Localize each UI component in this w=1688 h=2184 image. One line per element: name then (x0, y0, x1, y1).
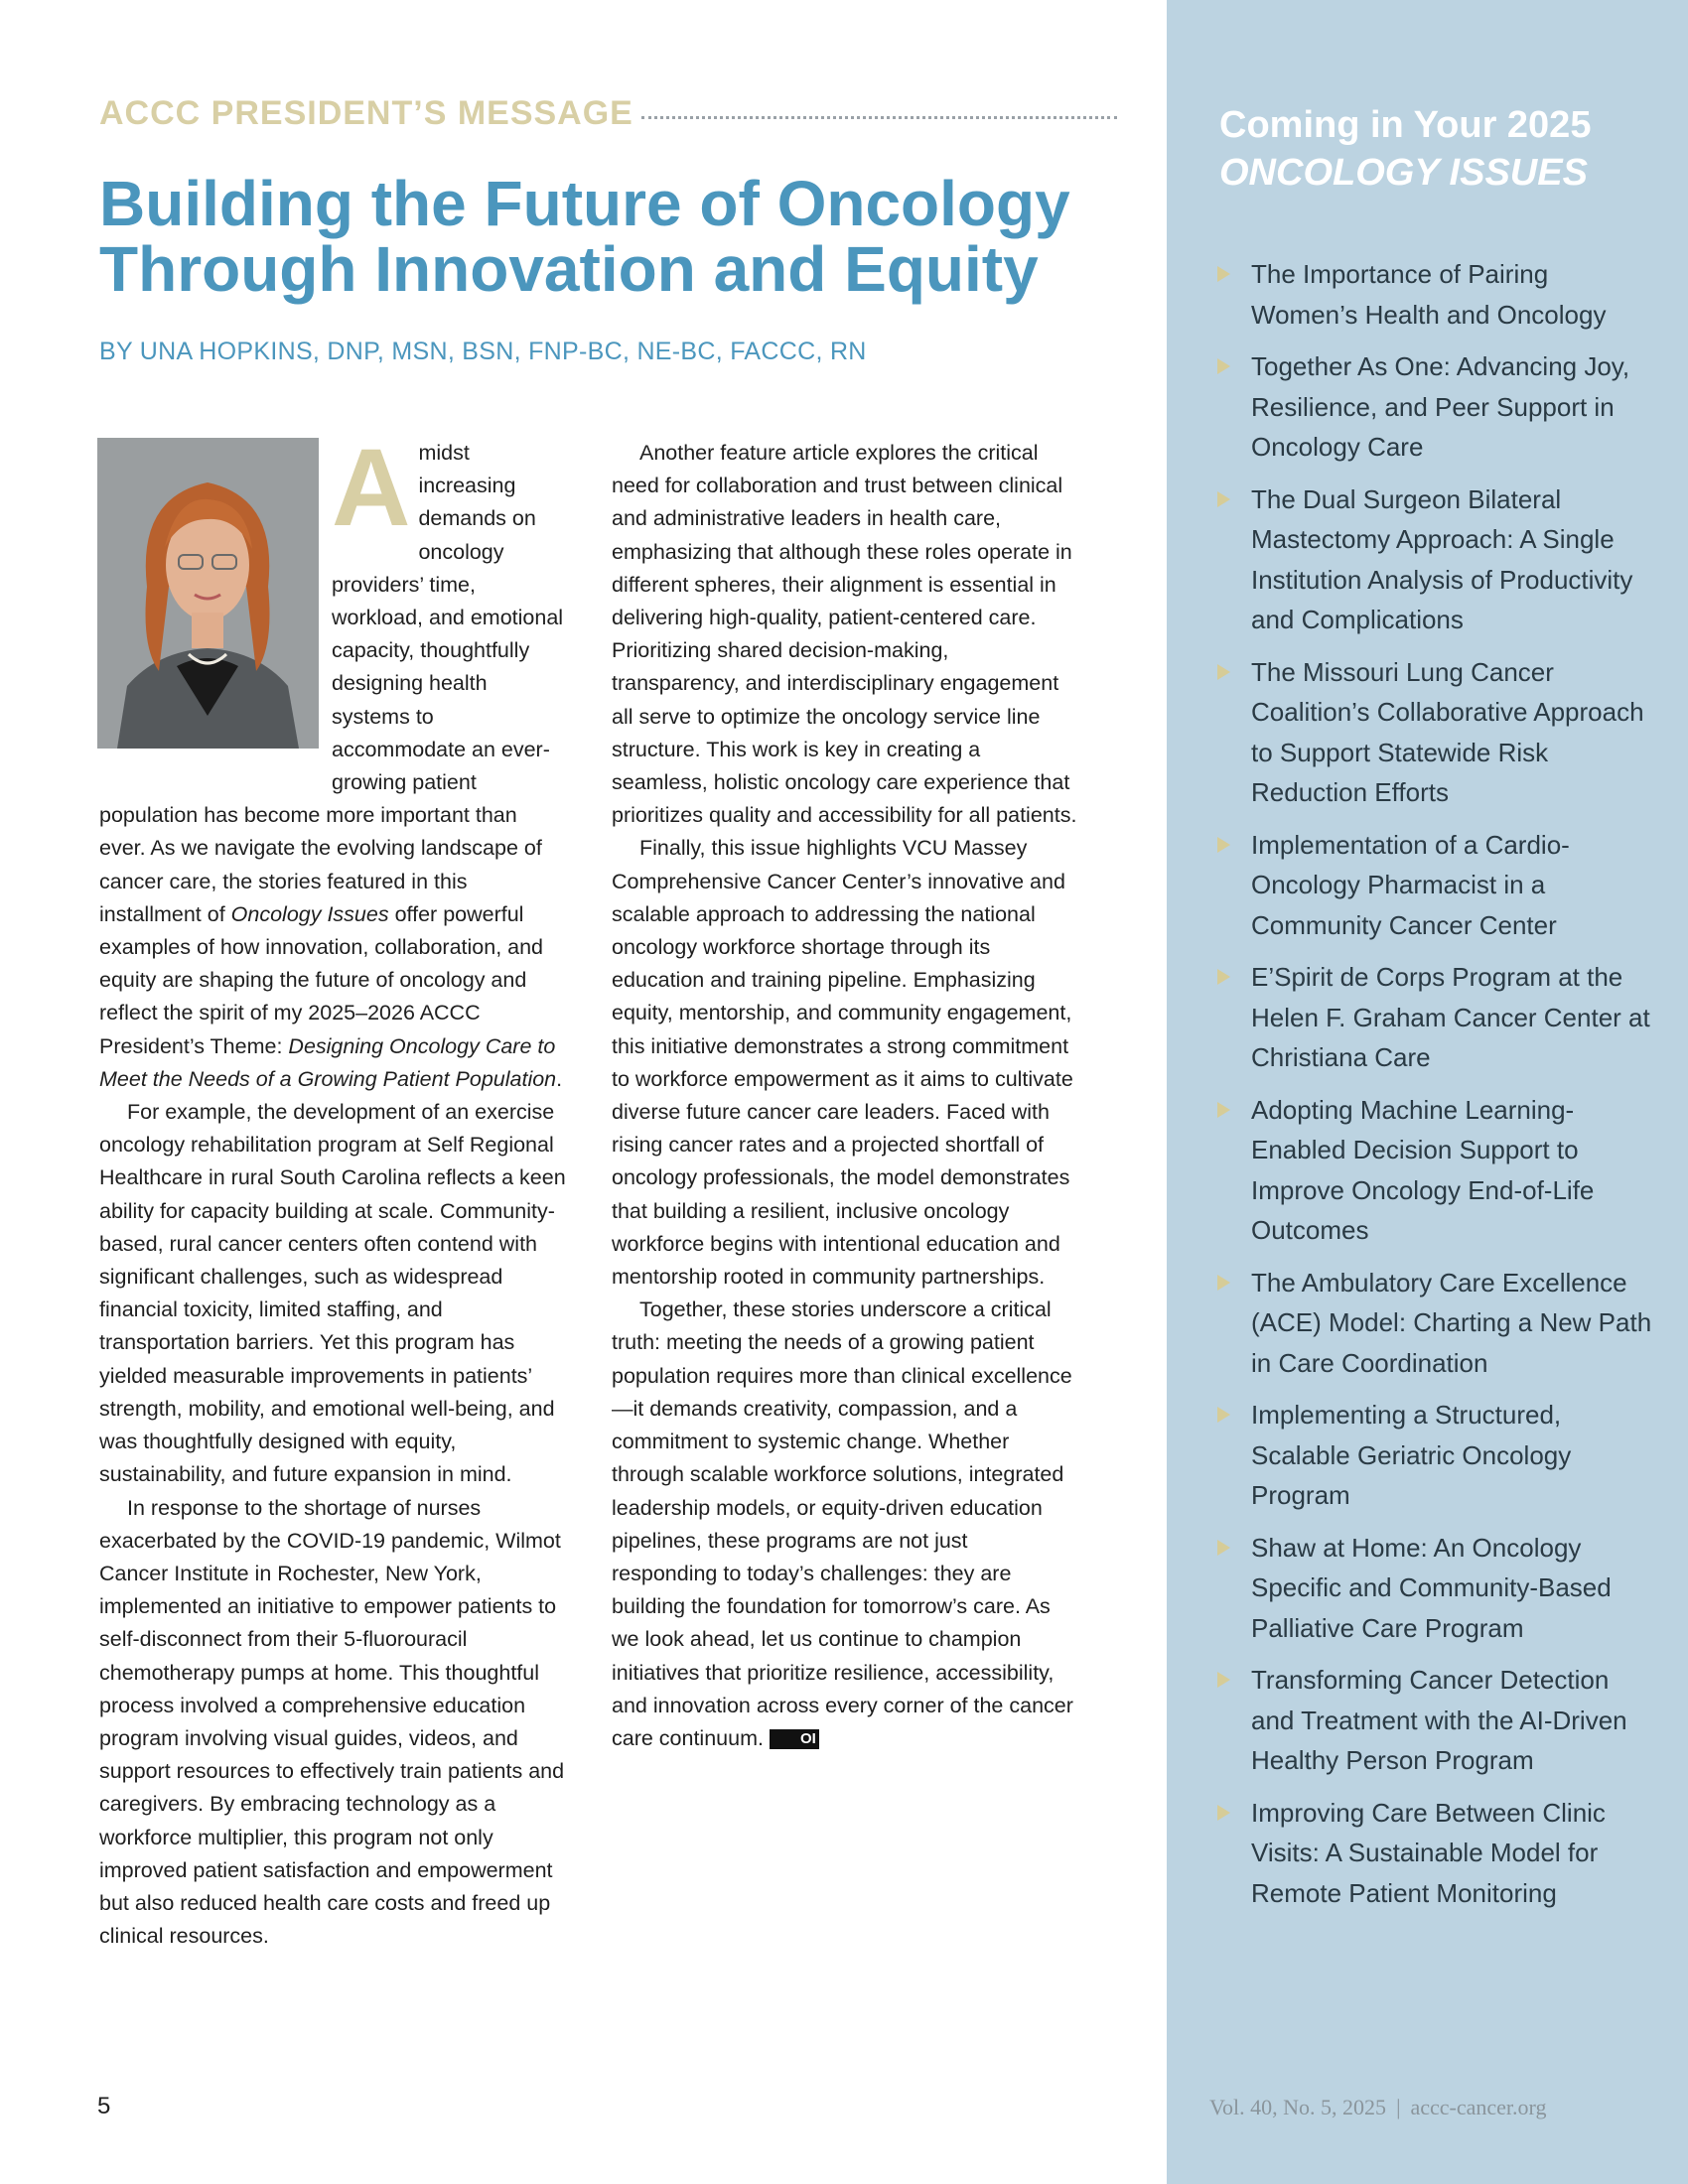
paragraph-workforce: Finally, this issue highlights VCU Massey Comprehensive Cancer Center’s innovative and scalable approach to addressing the national oncology workforce shortage through its education and training pipeline. Emphasizing equity, mentorship, and community engagement, this initiative demonstrates a strong commitment to workforce empowerment as it aims to cultivate diverse future cancer care leaders. Faced with rising cancer rates and a projected shortfall of oncology professionals, the model demonstrates that building a resilient, inclusive oncology workforce begins with intentional education and mentorship rooted in community partnerships. (612, 836, 1073, 1290)
list-item-text: The Missouri Lung Cancer Coalition’s Collaborative Approach to Support Statewide Risk Reduction Efforts (1251, 656, 1644, 807)
list-item (1215, 825, 1652, 946)
article-column-right (612, 437, 1078, 1755)
list-item (1215, 254, 1652, 335)
end-mark-icon: OI (770, 1729, 819, 1749)
list-item-text: The Ambulatory Care Excellence (ACE) Model: Charting a New Path in Care Coordination (1251, 1267, 1652, 1378)
issue-info: Vol. 40, No. 5, 2025 (1209, 2095, 1387, 2119)
sidebar-title (1219, 101, 1656, 197)
triangle-bullet-icon (1217, 1805, 1230, 1821)
page-footer (1209, 2095, 1546, 2120)
list-item-text: Implementing a Structured, Scalable Geriatric Oncology Program (1251, 1400, 1572, 1510)
paragraph-intro-text-b: offer powerful examples of how innovation, collaboration, and equity are shaping the future of oncology and reflect the spirit of my 2025–2026 ACCC President’s Theme: (99, 901, 544, 1058)
article-column-left (99, 427, 566, 1953)
list-item (1215, 1263, 1652, 1384)
list-item-text: Transforming Cancer Detection and Treatment with the AI-Driven Healthy Person Program (1251, 1665, 1627, 1775)
triangle-bullet-icon (1217, 1672, 1230, 1688)
list-item-text: The Importance of Pairing Women’s Health and Oncology (1251, 259, 1607, 330)
list-item-text: Shaw at Home: An Oncology Specific and Community-Based Palliative Care Program (1251, 1532, 1612, 1643)
list-item-text: Implementation of a Cardio-Oncology Pharmacist in a Community Cancer Center (1251, 829, 1570, 940)
list-item (1215, 1660, 1652, 1781)
website-link[interactable]: accc-cancer.org (1410, 2095, 1547, 2119)
triangle-bullet-icon (1217, 1275, 1230, 1291)
article-title: Building the Future of Oncology Through Innovation and Equity (99, 168, 1070, 305)
dotted-rule (641, 116, 1117, 119)
kicker-label: ACCC PRESIDENT’S MESSAGE (99, 93, 633, 132)
drop-cap: A (332, 427, 411, 549)
section-kicker (99, 91, 1117, 135)
sidebar-title-line1: Coming in Your 2025 (1219, 104, 1592, 146)
list-item (1215, 1090, 1652, 1251)
upcoming-articles-list (1215, 254, 1652, 1925)
photo-wrap-spacer (99, 437, 320, 771)
publication-name: Oncology Issues (230, 901, 389, 926)
paragraph-intro-text-a: midst increasing demands on oncology providers’ time, workload, and emotional capacity, thoughtfully designing health systems to accommodate an ever-growing patient population has become more important than ever. As we navigate the evolving landscape of cancer care, the stories featured in this installment of (99, 441, 564, 926)
triangle-bullet-icon (1217, 664, 1230, 680)
list-item (1215, 1793, 1652, 1914)
list-item-text: Adopting Machine Learning-Enabled Decision Support to Improve Oncology End-of-Life Outcomes (1251, 1094, 1595, 1245)
list-item (1215, 1395, 1652, 1516)
triangle-bullet-icon (1217, 358, 1230, 374)
president-theme: Designing Oncology Care to Meet the Needs of a Growing Patient Population (99, 1033, 557, 1091)
list-item (1215, 957, 1652, 1078)
list-item (1215, 479, 1652, 640)
list-item (1215, 346, 1652, 468)
list-item-text: The Dual Surgeon Bilateral Mastectomy Approach: A Single Institution Analysis of Productivity and Complications (1251, 483, 1633, 634)
triangle-bullet-icon (1217, 837, 1230, 853)
footer-separator: | (1396, 2095, 1401, 2119)
list-item-text: E’Spirit de Corps Program at the Helen F. Graham Cancer Center at Christiana Care (1251, 962, 1650, 1072)
paragraph-exercise-program: For example, the development of an exercise oncology rehabilitation program at Self Regional Healthcare in rural South Carolina reflects a keen ability for capacity building at scale. Community-based, rural cancer centers often contend with significant challenges, such as widespread financial toxicity, limited staffing, and transportation barriers. Yet this program has yielded measurable improvements in patients’ strength, mobility, and emotional well-being, and was thoughtfully designed with equity, sustainability, and future expansion in mind. (99, 1100, 566, 1487)
triangle-bullet-icon (1217, 969, 1230, 985)
list-item-text: Together As One: Advancing Joy, Resilience, and Peer Support in Oncology Care (1251, 351, 1630, 462)
paragraph-leadership: Another feature article explores the critical need for collaboration and trust between clinical and administrative leaders in health care, emphasizing that although these roles operate in different spheres, their alignment is essential in delivering high-quality, patient-centered care. Prioritizing shared decision-making, transparency, and interdisciplinary engagement all serve to optimize the oncology service line structure. This work is key in creating a seamless, holistic oncology care experience that prioritizes quality and accessibility for all patients. (612, 441, 1077, 828)
paragraph-conclusion-text: Together, these stories underscore a critical truth: meeting the needs of a growing patient population requires more than clinical excellence—it demands creativity, compassion, and a commitment to systemic change. Whether through scalable workforce solutions, integrated leadership models, or equity-driven education pipelines, these programs are not just responding to today’s challenges: they are building the foundation for tomorrow’s care. As we look ahead, let us continue to champion initiatives that prioritize resilience, accessibility, and innovation across every corner of the cancer care continuum. (612, 1297, 1073, 1750)
page-number: 5 (97, 2093, 111, 2119)
triangle-bullet-icon (1217, 1407, 1230, 1423)
triangle-bullet-icon (1217, 266, 1230, 282)
list-item (1215, 1528, 1652, 1649)
byline: BY UNA HOPKINS, DNP, MSN, BSN, FNP-BC, NE-BC, FACCC, RN (99, 338, 867, 365)
triangle-bullet-icon (1217, 1540, 1230, 1556)
list-item (1215, 652, 1652, 813)
paragraph-intro-text-c: . (556, 1066, 563, 1091)
sidebar-title-line2: ONCOLOGY ISSUES (1219, 152, 1588, 194)
list-item-text: Improving Care Between Clinic Visits: A Sustainable Model for Remote Patient Monitoring (1251, 1797, 1606, 1908)
paragraph-nurse-shortage: In response to the shortage of nurses exacerbated by the COVID-19 pandemic, Wilmot Cancer Institute in Rochester, New York, implemented an initiative to empower patients to self-disconnect from their 5-fluorouracil chemotherapy pumps at home. This thoughtful process involved a comprehensive education program involving visual guides, videos, and support resources to effectively train patients and caregivers. By embracing technology as a workforce multiplier, this program not only improved patient satisfaction and empowerment but also reduced health care costs and freed up clinical resources. (99, 1495, 565, 1949)
paragraph-conclusion (612, 1294, 1078, 1755)
triangle-bullet-icon (1217, 1102, 1230, 1118)
triangle-bullet-icon (1217, 491, 1230, 507)
